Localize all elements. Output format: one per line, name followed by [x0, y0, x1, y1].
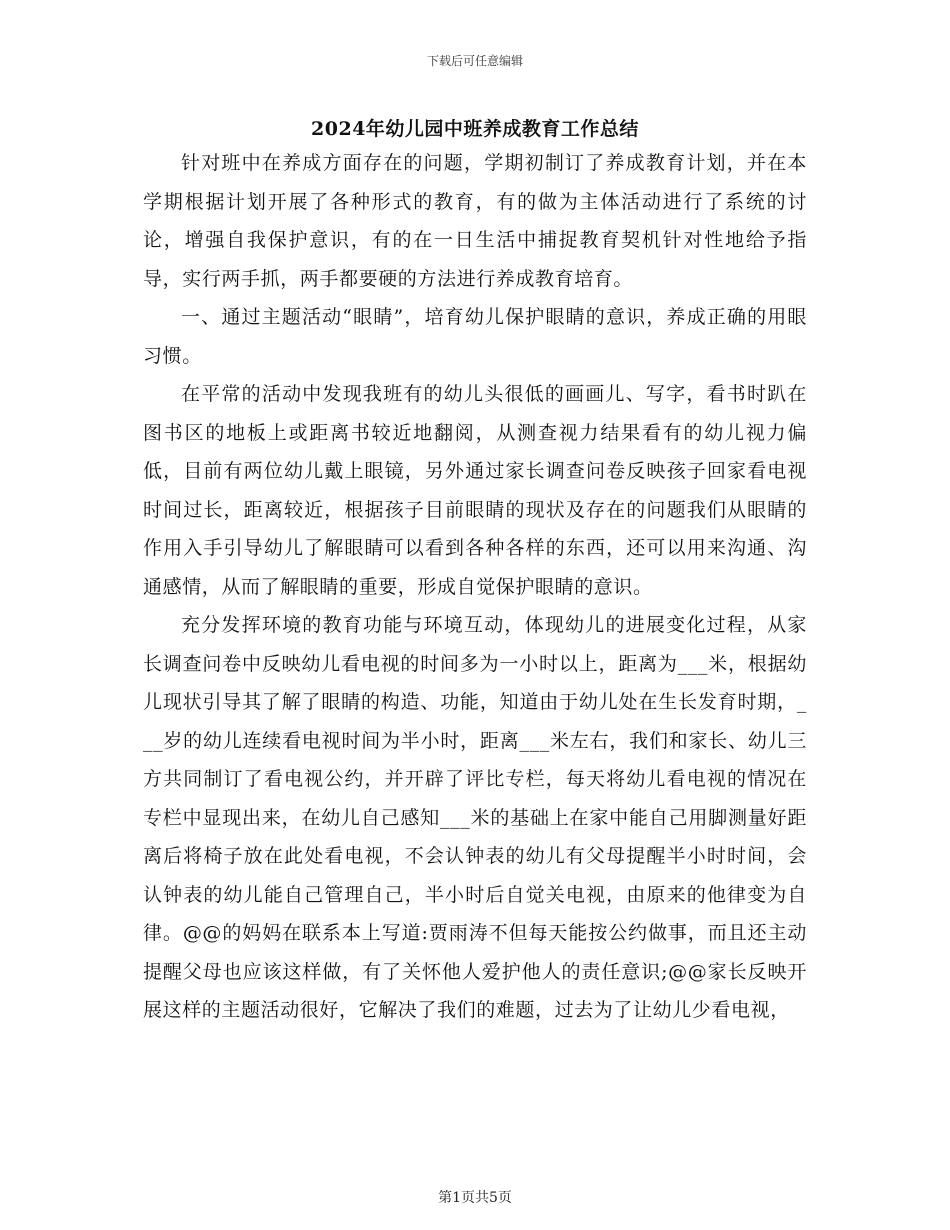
paragraph-observation: 在平常的活动中发现我班有的幼儿头很低的画画儿、写字，看书时趴在图书区的地板上或距离书较近地翻阅，从测查视力结果看有的幼儿视力偏低，目前有两位幼儿戴上眼镜，另外通过家长调查问卷反映孩子回家看电视时间过长，距离较近，根据孩子目前眼睛的现状及存在的问题我们从眼睛的作用入手引导幼儿了解眼睛可以看到各种各样的东西，还可以用来沟通、沟通感情，从而了解眼睛的重要，形成自觉保护眼睛的意识。	[143, 383, 807, 598]
paragraph-intro: 针对班中在养成方面存在的问题，学期初制订了养成教育计划，并在本学期根据计划开展了各种形式的教育，有的做为主体活动进行了系统的讨论，增强自我保护意识，有的在一日生活中捕捉教育契机针对性地给予指导，实行两手抓，两手都要硬的方法进行养成教育培育。	[143, 152, 807, 290]
paragraph-environment: 充分发挥环境的教育功能与环境互动，体现幼儿的进展变化过程，从家长调查问卷中反映幼儿看电视的时间多为一小时以上，距离为___米，根据幼儿现状引导其了解了眼睛的构造、功能，知道由于幼儿处在生长发育时期，___岁的幼儿连续看电视时间为半小时，距离___米左右，我们和家长、幼儿三方共同制订了看电视公约，并开辟了评比专栏，每天将幼儿看电视的情况在专栏中显现出来，在幼儿自己感知___米的基础上在家中能自己用脚测量好距离后将椅子放在此处看电视，不会认钟表的幼儿有父母提醒半小时时间，会认钟表的幼儿能自己管理自己，半小时后自觉关电视，由原来的他律变为自律。@@的妈妈在联系本上写道:贾雨涛不但每天能按公约做事，而且还主动提醒父母也应该这样做，有了关怀他人爱护他人的责任意识;@@家长反映开展这样的主题活动很好，它解决了我们的难题，过去为了让幼儿少看电视，	[143, 614, 807, 1021]
paragraph-section-heading: 一、通过主题活动“眼睛”，培育幼儿保护眼睛的意识，养成正确的用眼习惯。	[143, 306, 807, 367]
page-number: 第1页共5页	[438, 1190, 512, 1206]
document-title: 2024年幼儿园中班养成教育工作总结	[311, 118, 639, 140]
document-body	[143, 144, 807, 1030]
download-edit-note: 下载后可任意编辑	[426, 54, 523, 68]
